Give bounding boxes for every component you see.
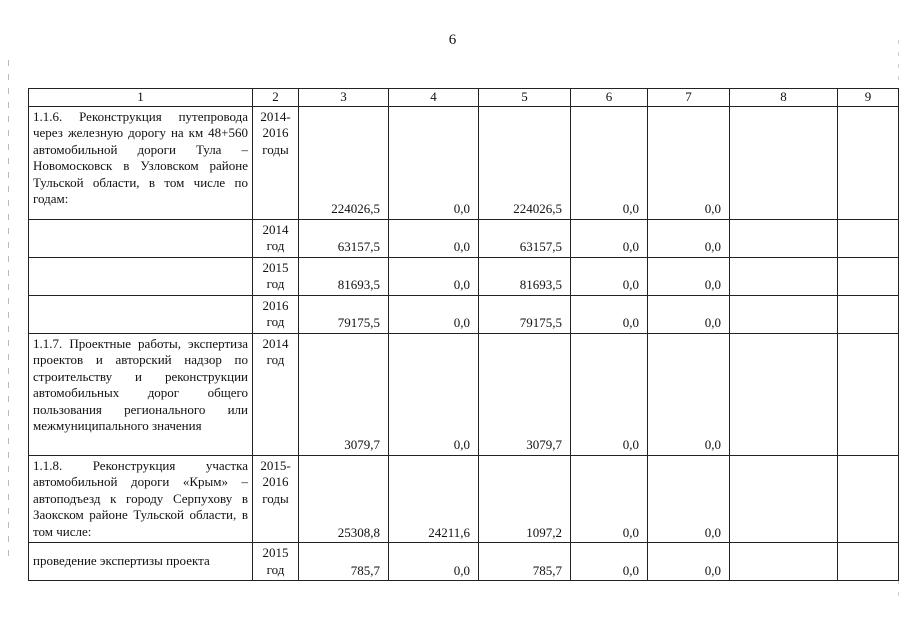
value-col7: 0,0 [648,295,730,333]
empty-cell [730,106,838,219]
item-description [29,295,253,333]
budget-table [28,88,899,581]
table-row [29,455,899,543]
column-header: 8 [730,89,838,107]
value-col6: 0,0 [571,455,648,543]
value-col5: 224026,5 [479,106,571,219]
empty-cell [730,455,838,543]
item-description: проведение экспертизы проекта [29,543,253,581]
value-col7: 0,0 [648,543,730,581]
total-value: 81693,5 [299,257,389,295]
value-col4: 0,0 [389,219,479,257]
value-col4: 0,0 [389,106,479,219]
empty-cell [730,543,838,581]
item-period: 2014 год [253,333,299,455]
empty-cell [730,295,838,333]
value-col6: 0,0 [571,295,648,333]
value-col6: 0,0 [571,106,648,219]
column-header: 7 [648,89,730,107]
table-row [29,543,899,581]
item-period: 2014 год [253,219,299,257]
table-header-row [29,89,899,107]
empty-cell [838,333,899,455]
value-col6: 0,0 [571,543,648,581]
empty-cell [838,295,899,333]
empty-cell [730,333,838,455]
item-period: 2015-2016 годы [253,455,299,543]
table-row [29,333,899,455]
page-number: 6 [448,32,457,48]
empty-cell [838,257,899,295]
empty-cell [838,219,899,257]
item-period: 2015 год [253,257,299,295]
table-row [29,106,899,219]
column-header: 6 [571,89,648,107]
item-description: 1.1.6. Реконструкция путепровода через железную дорогу на км 48+560 автомобильной дороги Тула – Новомосковск в Узловском районе Тульской области, в том числе по годам: [29,106,253,219]
value-col4: 24211,6 [389,455,479,543]
column-header: 4 [389,89,479,107]
empty-cell [730,257,838,295]
value-col6: 0,0 [571,257,648,295]
value-col7: 0,0 [648,455,730,543]
value-col5: 785,7 [479,543,571,581]
total-value: 25308,8 [299,455,389,543]
total-value: 785,7 [299,543,389,581]
total-value: 63157,5 [299,219,389,257]
value-col4: 0,0 [389,257,479,295]
value-col6: 0,0 [571,219,648,257]
item-description: 1.1.7. Проектные работы, экспертиза проектов и авторский надзор по строительству и реконструкции автомобильных дорог общего пользования регионального или межмуниципального значения [29,333,253,455]
total-value: 224026,5 [299,106,389,219]
table-row [29,219,899,257]
column-header: 2 [253,89,299,107]
column-header: 1 [29,89,253,107]
item-period: 2015 год [253,543,299,581]
value-col7: 0,0 [648,257,730,295]
total-value: 79175,5 [299,295,389,333]
value-col5: 1097,2 [479,455,571,543]
empty-cell [838,543,899,581]
value-col6: 0,0 [571,333,648,455]
value-col5: 3079,7 [479,333,571,455]
total-value: 3079,7 [299,333,389,455]
empty-cell [838,455,899,543]
value-col7: 0,0 [648,333,730,455]
value-col5: 79175,5 [479,295,571,333]
item-description [29,257,253,295]
value-col4: 0,0 [389,295,479,333]
column-header: 3 [299,89,389,107]
item-description: 1.1.8. Реконструкция участка автомобильной дороги «Крым» – автоподъезд к городу Серпухову в Заокском районе Тульской области, в том числе: [29,455,253,543]
value-col4: 0,0 [389,333,479,455]
value-col4: 0,0 [389,543,479,581]
value-col7: 0,0 [648,106,730,219]
table-row [29,257,899,295]
value-col5: 63157,5 [479,219,571,257]
item-period: 2014-2016 годы [253,106,299,219]
value-col7: 0,0 [648,219,730,257]
item-period: 2016 год [253,295,299,333]
value-col5: 81693,5 [479,257,571,295]
column-header: 9 [838,89,899,107]
scan-edge-mark [8,60,9,560]
column-header: 5 [479,89,571,107]
table-row [29,295,899,333]
empty-cell [838,106,899,219]
item-description [29,219,253,257]
empty-cell [730,219,838,257]
